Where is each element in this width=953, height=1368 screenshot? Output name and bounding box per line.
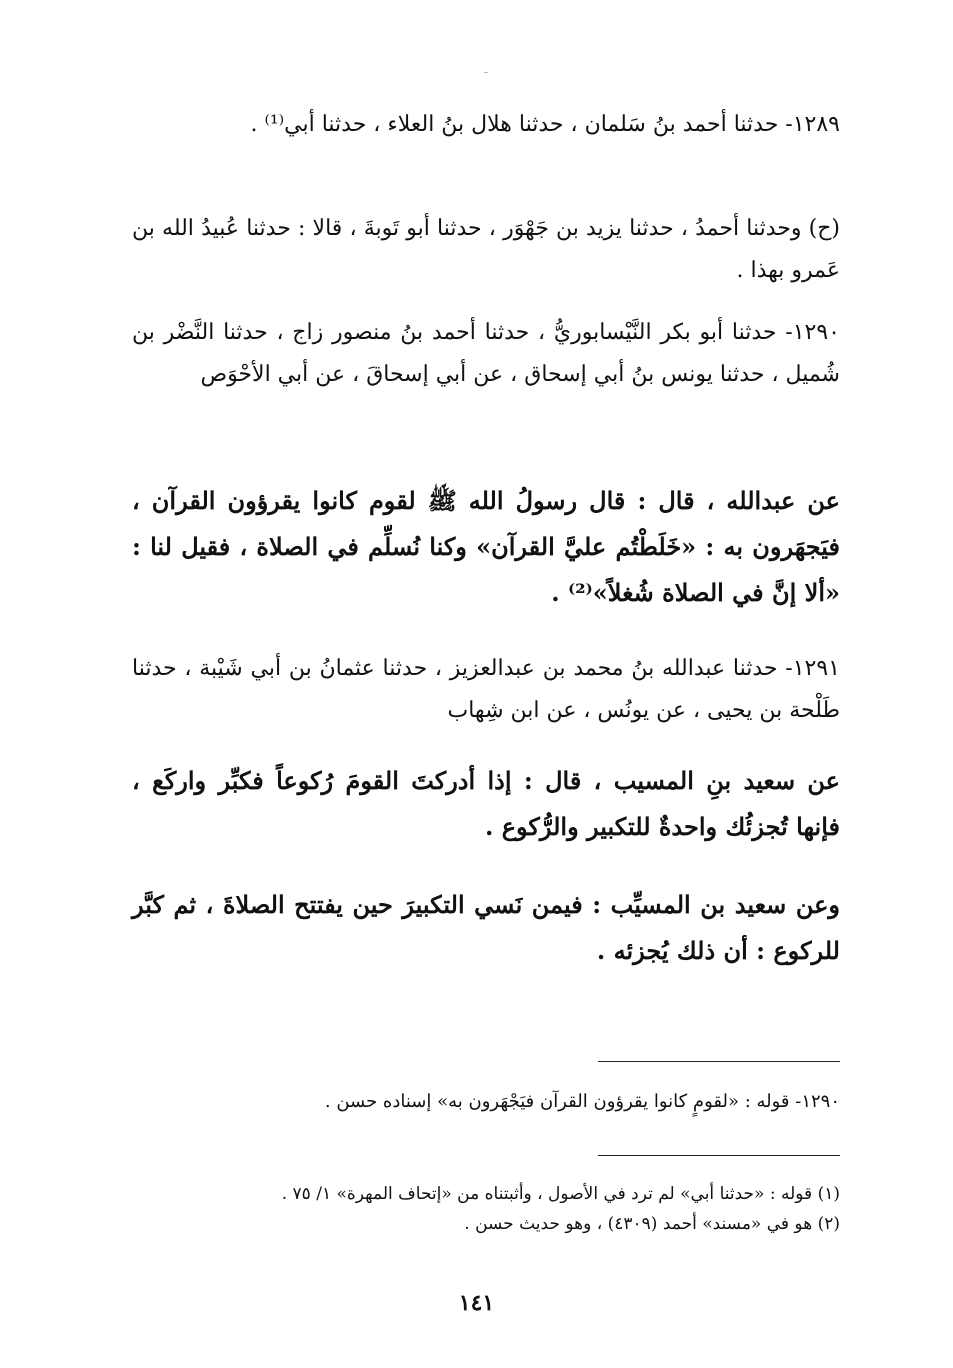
hadith-1290-isnad: ١٢٩٠- حدثنا أبو بكر النَّيْسابوريُّ ، حدثنا أحمد بنُ منصور زاج ، حدثنا النَّضْر بن شُميل ، حدثنا يونس بنُ أبي إسحاق ، عن أبي إسحاقَ ، عن أبي الأحْوَص	[132, 320, 840, 387]
footnotes-divider	[598, 1155, 840, 1156]
hadith-1291-matn: عن سعيد بنِ المسيب ، قال : إذا أدركتَ القومَ رُكوعاً فكبِّر واركَع ، فإنها تُجزئُك واحدةٌ للتكبير والرُّكوع .	[132, 766, 840, 841]
page-number: ١٤١	[458, 1290, 495, 1316]
top-mark	[484, 72, 488, 73]
hadith-1291-addendum: وعن سعيد بن المسيِّب : فيمن نَسي التكبيرَ حين يفتتح الصلاةَ ، ثم كبَّر للركوع : أن ذلك يُجزئه .	[132, 890, 840, 965]
footnote-2: (٢) هو في «مسند» أحمد (٤٣٠٩) ، وهو حديث حسن .	[464, 1214, 840, 1234]
commentary-note: ١٢٩٠- قوله : «لقومٍ كانوا يقرؤون القرآن فيَجْهَرون به» إسناده حسن .	[324, 1091, 840, 1112]
hadith-1291-isnad: ١٢٩١- حدثنا عبدالله بنُ محمد بن عبدالعزيز ، حدثنا عثمانُ بن أبي شَيْبة ، حدثنا طَلْحة بن يحيى ، عن يونُس ، عن ابن شِهاب	[132, 656, 840, 723]
commentary-divider	[598, 1061, 840, 1062]
hadith-1289-isnad: ١٢٨٩- حدثنا أحمد بنُ سَلمان ، حدثنا هلال بنُ العلاء ، حدثنا أبي⁽¹⁾ .	[250, 112, 840, 137]
hadith-1290-matn: عن عبدالله ، قال : قال رسولُ الله ﷺ لقوم كانوا يقرؤون القرآن ، فيَجهَرون به : «خَلَطْتُم عليَّ القرآن» وكنا نُسلِّم في الصلاة ، فقيل لنا : «ألا إنَّ في الصلاة شُغلاً»⁽²⁾ .	[132, 486, 841, 607]
footnote-1: (١) قوله : «حدثنا أبي» لم ترد في الأصول ، وأثبتناه من «إتحاف المهرة» ١/ ٧٥ .	[281, 1184, 840, 1204]
hadith-1289-alt-isnad: (ح) وحدثنا أحمدُ ، حدثنا يزيد بن جَهْوَر ، حدثنا أبو تَوبةَ ، قالا : حدثنا عُبيدُ الله بن عَمرو بهذا .	[132, 216, 840, 283]
